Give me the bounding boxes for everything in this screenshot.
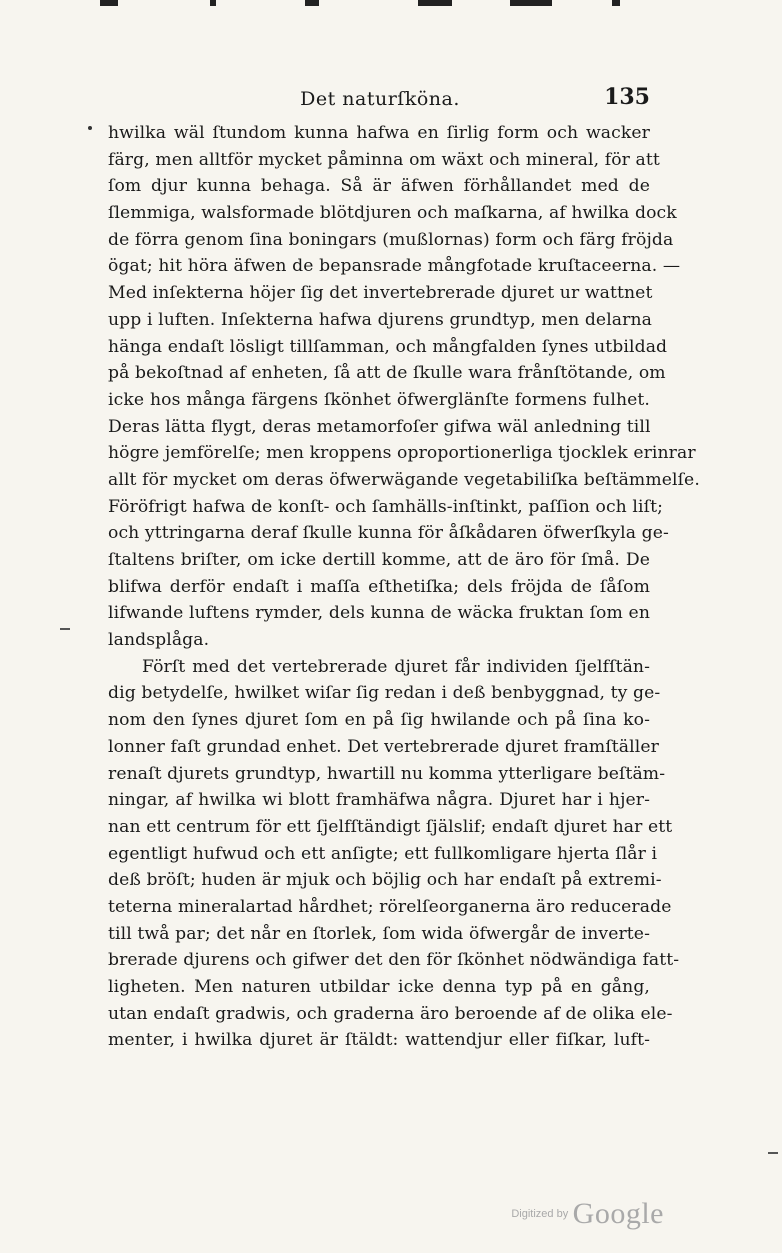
top-edge-marks xyxy=(0,0,782,10)
text-line: nom den ſynes djuret ſom en på ſig hwilande och på ſina ko- xyxy=(108,710,650,731)
text-line: teterna mineralartad hårdhet; rörelſeorganerna äro reducerade xyxy=(108,896,672,917)
text-line: lonner faſt grundad enhet. Det vertebrerade djuret framſtäller xyxy=(108,736,659,757)
text-line: ſlemmiga, walsformade blötdjuren och maſkarna, af hwilka dock xyxy=(108,203,677,224)
text-line: hänga endaſt lösligt tillſamman, och mångfalden ſynes utbildad xyxy=(108,336,668,357)
text-line: icke hos många färgens ſkönhet öfwerglänſte formens fulhet. xyxy=(108,389,650,410)
text-line: och yttringarna deraf ſkulle kunna för åſkådaren öfwerſkyla ge- xyxy=(108,523,669,544)
paragraph-2 xyxy=(108,654,680,1054)
text-line: landsplåga. xyxy=(108,630,210,651)
margin-tick xyxy=(60,628,70,630)
text-line: Förſt med det vertebrerade djuret får individen ſjelfſtän- xyxy=(142,656,650,677)
page-header xyxy=(110,84,650,114)
text-line: ſtaltens briſter, om icke dertill komme, att de äro för ſmå. De xyxy=(108,550,650,570)
watermark-brand: Google xyxy=(572,1197,664,1230)
text-line: de förra genom ſina boningars (mußlornas) form och färg fröjda xyxy=(108,229,674,250)
text-line: allt för mycket om deras öfwerwägande vegetabiliſka beſtämmelſe. xyxy=(108,469,700,490)
page-number: 135 xyxy=(604,84,650,110)
text-line: nan ett centrum för ett ſjelfſtändigt ſjälslif; endaſt djuret har ett xyxy=(108,816,673,837)
margin-tick xyxy=(768,1152,778,1154)
digitized-watermark xyxy=(511,1197,664,1231)
body-text xyxy=(108,120,700,1054)
text-line: ögat; hit höra äfwen de bepansrade mångfotade kruſtaceerna. — xyxy=(108,256,681,277)
text-line: färg, men alltför mycket påminna om wäxt och mineral, för att xyxy=(108,149,660,170)
text-line: ningar, af hwilka wi blott framhäfwa några. Djuret har i hjer- xyxy=(108,790,650,811)
text-line: ligheten. Men naturen utbildar icke denna typ på en gång, xyxy=(108,977,650,997)
text-line: egentligt hufwud och ett anſigte; ett fullkomligare hjerta ſlår i xyxy=(108,843,658,864)
text-line: lifwande luftens rymder, dels kunna de wäcka fruktan ſom en xyxy=(108,603,650,624)
text-line: på bekoſtnad af enheten, ſå att de ſkulle wara frånſtötande, om xyxy=(108,363,666,384)
watermark-prefix: Digitized by xyxy=(511,1208,569,1220)
text-line: högre jemförelſe; men kroppens oproportionerliga tjocklek erinrar xyxy=(108,443,696,464)
text-line: deß bröſt; huden är mjuk och böjlig och har endaſt på extremi- xyxy=(108,870,662,891)
text-line: till twå par; det når en ſtorlek, ſom wida öfwergår de inverte- xyxy=(108,923,650,944)
text-line: brerade djurens och gifwer det den för ſkönhet nödwändiga fatt- xyxy=(108,950,680,971)
text-line: blifwa derför endaſt i maſſa eſthetiſka; dels fröjda de ſåſom xyxy=(108,576,650,597)
text-line: dig betydelſe, hwilket wiſar ſig redan i deß benbyggnad, ty ge- xyxy=(108,683,661,704)
text-line: upp i luften. Inſekterna hafwa djurens grundtyp, men delarna xyxy=(108,309,652,330)
text-line: renaſt djurets grundtyp, hwartill nu komma ytterligare beſtäm- xyxy=(108,763,666,784)
text-line: hwilka wäl ſtundom kunna hafwa en ſirlig form och wacker xyxy=(108,123,650,143)
text-line: Med inſekterna höjer ſig det invertebrerade djuret ur wattnet xyxy=(108,283,653,304)
margin-dot xyxy=(88,126,92,130)
text-line: Föröfrigt hafwa de konſt- och ſamhälls-inſtinkt, paſſion och liſt; xyxy=(108,496,663,517)
text-line: menter, i hwilka djuret är ſtäldt: wattendjur eller fiſkar, luft- xyxy=(108,1030,650,1051)
running-head: Det naturſköna. xyxy=(300,88,460,110)
text-line: utan endaſt gradwis, och graderna äro beroende af de olika ele- xyxy=(108,1003,673,1024)
text-line: ſom djur kunna behaga. Så är äfwen förhållandet med de xyxy=(108,176,650,197)
text-line: Deras lätta flygt, deras metamorfoſer gifwa wäl anledning till xyxy=(108,416,651,437)
paragraph-1 xyxy=(108,120,700,654)
